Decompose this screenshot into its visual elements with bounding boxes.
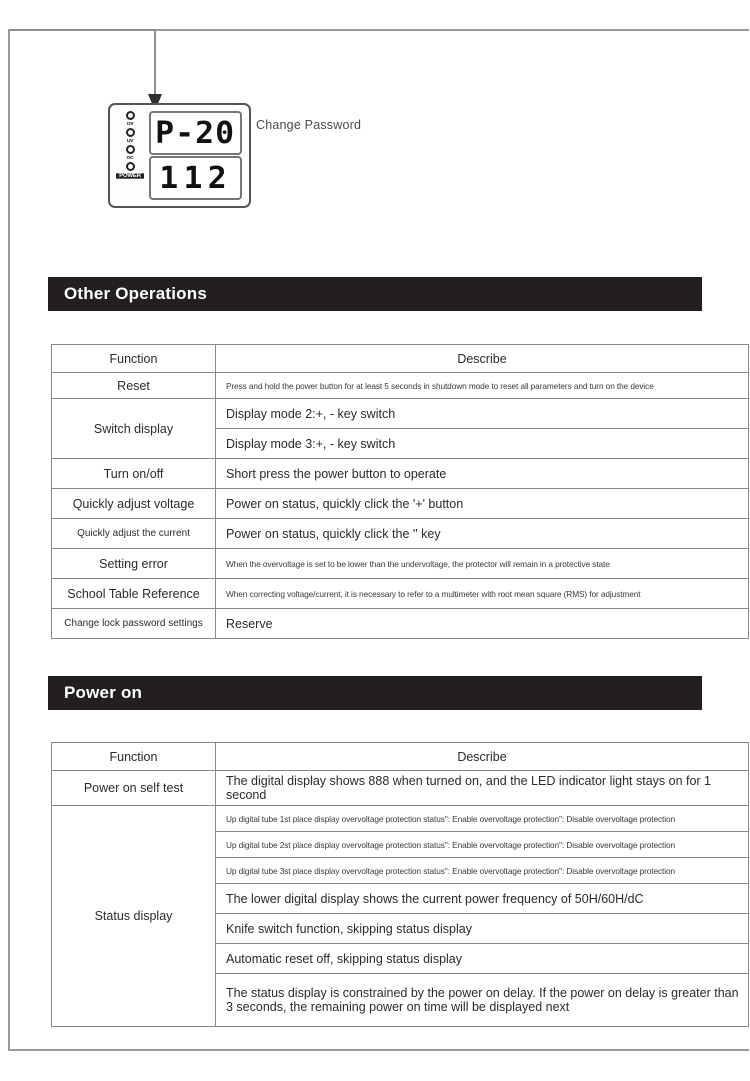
table-header-row	[52, 743, 749, 771]
device-screens	[145, 109, 244, 202]
row-describe-power-on-self-test: The digital display shows 888 when turned on, and the LED indicator light stays on for 1 second	[226, 774, 712, 802]
row-function-reset: Reset	[117, 378, 150, 393]
column-header-describe: Describe	[457, 351, 507, 366]
table-row	[52, 806, 749, 832]
row-function-status-display: Status display	[94, 909, 173, 923]
table-row	[52, 489, 749, 519]
led-indicator-column	[115, 109, 145, 202]
row-function-quickly-adjust-voltage: Quickly adjust voltage	[72, 496, 195, 511]
led-indicator-ov	[126, 111, 135, 120]
row-describe-display-mode-3: Display mode 3:+, - key switch	[226, 436, 396, 451]
table-other-operations	[51, 344, 749, 639]
lower-display-value: 112	[159, 160, 232, 196]
table-row	[52, 609, 749, 639]
led-label-oc: OC	[126, 155, 134, 161]
row-describe-status-3st-place: Up digital tube 3st place display overvoltage protection status'': Enable overvoltage protection'': Disable overvoltage protection	[226, 865, 676, 876]
row-describe-automatic-reset-off: Automatic reset off, skipping status display	[226, 951, 462, 966]
row-function-switch-display: Switch display	[93, 421, 174, 436]
section-title-power-on: Power on	[64, 683, 143, 702]
row-describe-status-2st-place: Up digital tube 2st place display overvoltage protection status'': Enable overvoltage protection'': Disable overvoltage protection	[226, 839, 676, 850]
power-label: POWER	[116, 173, 144, 178]
table-header-row	[52, 345, 749, 373]
device-panel-illustration	[108, 103, 251, 208]
led-indicator-op	[126, 162, 135, 171]
section-banner-other-operations	[48, 277, 702, 311]
row-function-school-table-reference: School Table Reference	[67, 586, 200, 601]
led-label-ov: OV	[126, 121, 134, 127]
table-row	[52, 399, 749, 429]
table-row	[52, 373, 749, 399]
row-describe-lower-display-frequency: The lower digital display shows the current power frequency of 50H/60H/dC	[226, 891, 644, 906]
upper-digital-display	[149, 111, 242, 155]
table-row	[52, 771, 749, 806]
row-function-turn-on-off: Turn on/off	[103, 466, 164, 481]
row-describe-status-1st-place: Up digital tube 1st place display overvoltage protection status'': Enable overvoltage protection'': Disable overvoltage protection	[226, 813, 676, 824]
row-function-change-lock-password: Change lock password settings	[64, 618, 203, 629]
row-describe-reset: Press and hold the power button for at least 5 seconds in shutdown mode to reset all parameters and turn on the device	[226, 380, 654, 391]
section-banner-power-on	[48, 676, 702, 710]
column-header-function: Function	[109, 351, 158, 366]
table-row	[52, 519, 749, 549]
row-describe-power-on-delay: The status display is constrained by the power on delay. If the power on delay is greater than 3 seconds, the remaining power on time will be displayed next	[226, 986, 739, 1014]
row-describe-display-mode-2: Display mode 2:+, - key switch	[226, 406, 396, 421]
row-function-quickly-adjust-current: Quickly adjust the current	[77, 528, 190, 539]
upper-display-value: P-20	[155, 115, 236, 151]
callout-label-change-password: Change Password	[256, 118, 362, 132]
row-describe-knife-switch: Knife switch function, skipping status display	[226, 921, 472, 936]
column-header-describe: Describe	[457, 749, 507, 764]
table-row	[52, 579, 749, 609]
column-header-function: Function	[109, 749, 158, 764]
table-row	[52, 549, 749, 579]
row-describe-setting-error: When the overvoltage is set to be lower than the undervoltage, the protector will remain in a protective state	[226, 558, 610, 569]
table-power-on	[51, 742, 749, 1027]
table-row	[52, 459, 749, 489]
row-describe-quickly-adjust-voltage: Power on status, quickly click the '+' button	[226, 496, 464, 511]
row-describe-school-table-reference: When correcting voltage/current, it is necessary to refer to a multimeter with root mean square (RMS) for adjustment	[226, 588, 641, 599]
led-label-uv: UV	[126, 138, 134, 144]
led-indicator-uv	[126, 128, 135, 137]
row-describe-change-lock-password: Reserve	[226, 616, 273, 631]
lower-digital-display	[149, 156, 242, 200]
row-describe-quickly-adjust-current: Power on status, quickly click the '' key	[226, 526, 441, 541]
section-title-other-operations: Other Operations	[64, 284, 208, 303]
row-function-power-on-self-test: Power on self test	[83, 781, 184, 795]
led-indicator-oc	[126, 145, 135, 154]
row-describe-turn-on-off: Short press the power button to operate	[226, 466, 447, 481]
row-function-setting-error: Setting error	[99, 556, 168, 571]
